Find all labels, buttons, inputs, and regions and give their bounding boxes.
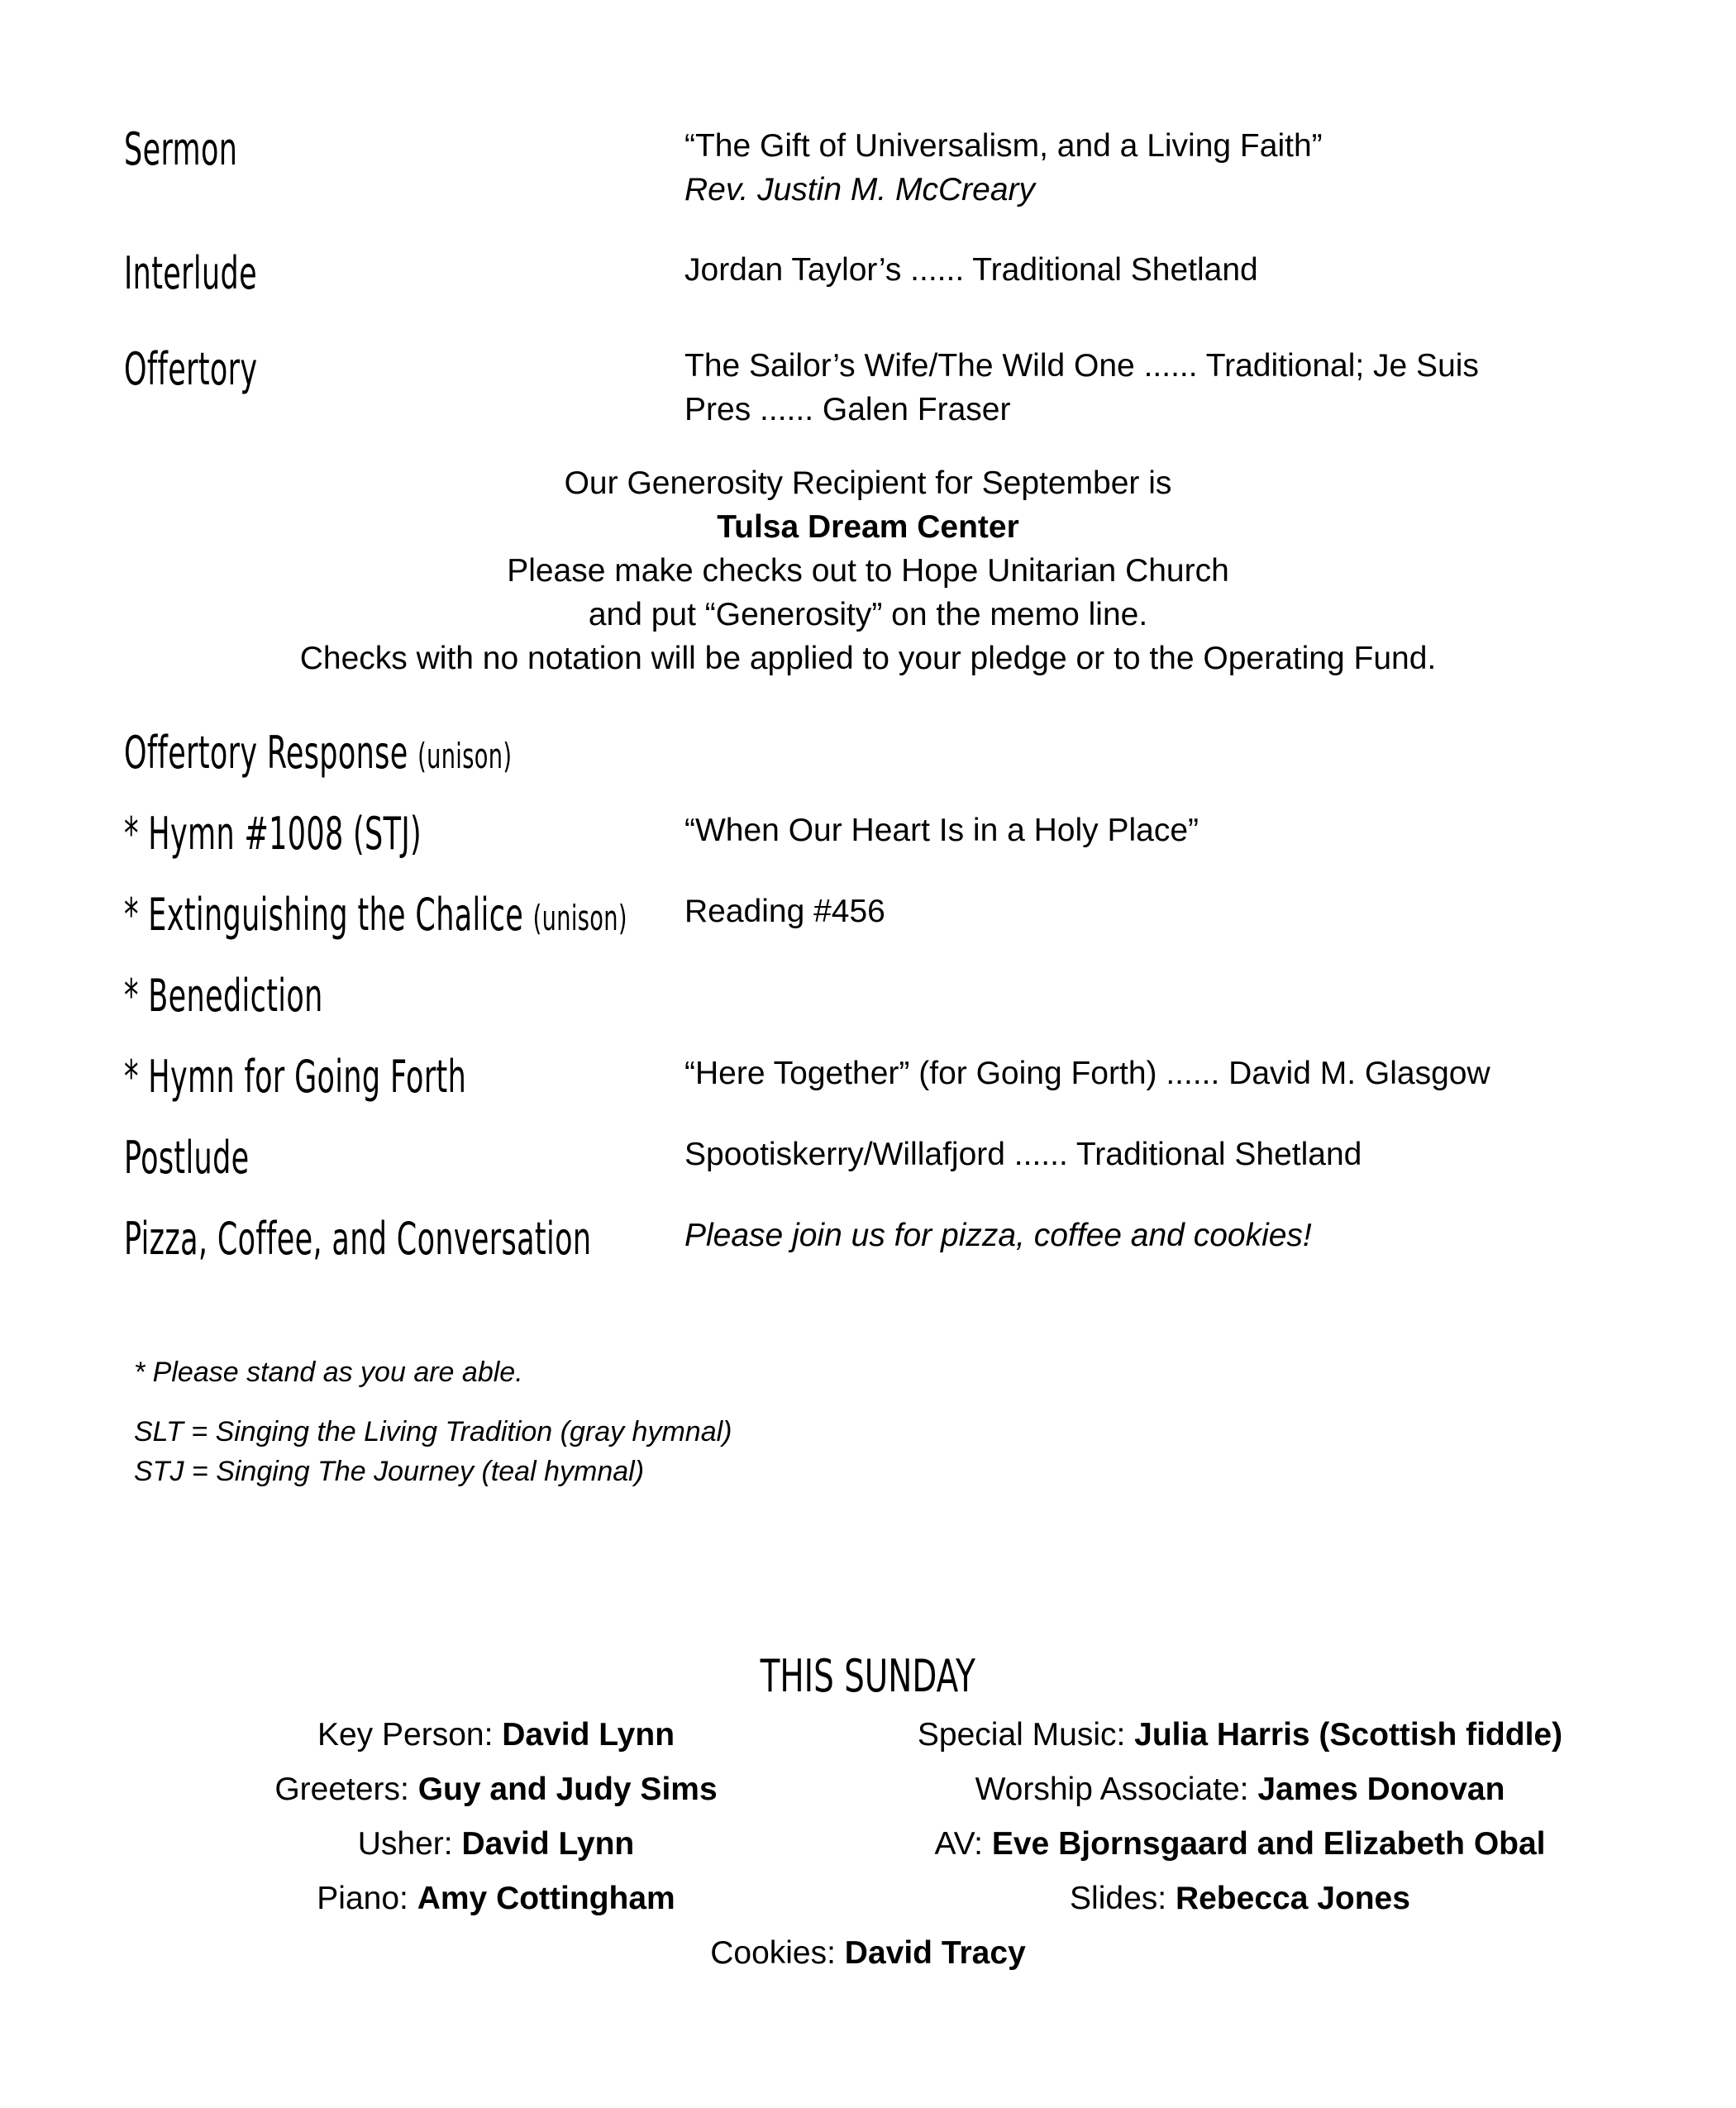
service-item-label: Offertory [124, 343, 258, 395]
role-person: David Lynn [502, 1717, 675, 1753]
role-person: David Lynn [461, 1826, 635, 1862]
role-greeters [207, 1762, 785, 1817]
role-label: Worship Associate: [975, 1772, 1258, 1807]
role-person: Guy and Judy Sims [417, 1772, 718, 1807]
service-item-detail [684, 808, 1610, 852]
pizza-invitation: Please join us for pizza, coffee and cookies! [684, 1218, 1312, 1253]
stand-note: * Please stand as you are able. [134, 1357, 523, 1388]
generosity-intro: Our Generosity Recipient for September is [564, 465, 1172, 501]
service-item-label: * Hymn for Going Forth [124, 1051, 467, 1103]
role-label: Piano: [317, 1881, 417, 1916]
role-key-person [207, 1708, 785, 1762]
role-worship-associate [876, 1762, 1604, 1817]
role-label: Cookies: [710, 1935, 845, 1971]
service-item-detail [684, 1052, 1610, 1095]
role-label: Usher: [357, 1826, 462, 1862]
going-forth-hymn: “Here Together” (for Going Forth) ...... David M. Glasgow [684, 1056, 1490, 1091]
generosity-announcement [0, 461, 1736, 680]
sermon-speaker: Rev. Justin M. McCreary [684, 172, 1036, 207]
roles-left-column [207, 1708, 785, 1926]
generosity-checks: Please make checks out to Hope Unitarian Church [507, 553, 1229, 589]
service-item-detail [684, 124, 1610, 212]
service-item-label [124, 727, 512, 782]
service-item-label: Interlude [124, 247, 257, 299]
role-label: Key Person: [317, 1717, 503, 1753]
this-sunday-title: THIS SUNDAY [760, 1650, 976, 1702]
service-item-label-note: (unison) [417, 736, 513, 776]
service-item-detail [684, 1133, 1610, 1176]
role-slides [876, 1872, 1604, 1926]
service-item-label-text: Offertory Response [124, 727, 408, 779]
role-av [876, 1817, 1604, 1872]
generosity-recipient: Tulsa Dream Center [717, 509, 1019, 545]
hymn-title: “When Our Heart Is in a Holy Place” [684, 813, 1199, 848]
service-item-label-text: * Extinguishing the Chalice [124, 889, 524, 941]
stj-note: STJ = Singing The Journey (teal hymnal) [134, 1456, 645, 1487]
service-item-label: Sermon [124, 123, 238, 175]
this-sunday-heading [0, 1650, 1736, 1703]
service-item-label: Postlude [124, 1132, 250, 1184]
role-special-music [876, 1708, 1604, 1762]
slt-note: SLT = Singing the Living Tradition (gray hymnal) [134, 1416, 732, 1447]
service-item-label-note: (unison) [532, 898, 627, 938]
role-cookies [0, 1926, 1736, 1981]
generosity-notation: Checks with no notation will be applied to your pledge or to the Operating Fund. [299, 641, 1437, 676]
chalice-reading: Reading #456 [684, 894, 885, 929]
service-item-label: * Benediction [124, 970, 323, 1022]
postlude-music: Spootiskerry/Willafjord ...... Traditional Shetland [684, 1137, 1362, 1172]
role-label: Greeters: [274, 1772, 418, 1807]
role-person: Julia Harris (Scottish fiddle) [1134, 1717, 1563, 1753]
bulletin-footnotes [134, 1352, 732, 1491]
offertory-music-line-1: The Sailor’s Wife/The Wild One ...... Traditional; Je Suis [684, 348, 1479, 384]
service-item-detail [684, 889, 1610, 933]
role-person: Rebecca Jones [1175, 1881, 1410, 1916]
interlude-music: Jordan Taylor’s ...... Traditional Shetland [684, 252, 1258, 288]
roles-right-column [876, 1708, 1604, 1926]
role-label: Special Music: [917, 1717, 1135, 1753]
role-person: David Tracy [844, 1935, 1026, 1971]
offertory-music-line-2: Pres ...... Galen Fraser [684, 392, 1011, 427]
service-item-label [124, 889, 627, 944]
sermon-title: “The Gift of Universalism, and a Living Faith” [684, 128, 1323, 164]
generosity-memo: and put “Generosity” on the memo line. [588, 597, 1148, 632]
role-label: AV: [934, 1826, 992, 1862]
service-item-detail [684, 248, 1610, 292]
role-piano [207, 1872, 785, 1926]
role-usher [207, 1817, 785, 1872]
service-item-detail [684, 1214, 1610, 1257]
role-label: Slides: [1070, 1881, 1176, 1916]
service-item-label: Pizza, Coffee, and Conversation [124, 1213, 592, 1265]
role-person: Amy Cottingham [417, 1881, 675, 1916]
role-person: Eve Bjornsgaard and Elizabeth Obal [991, 1826, 1546, 1862]
service-item-detail [684, 344, 1610, 432]
role-person: James Donovan [1257, 1772, 1505, 1807]
service-item-label: * Hymn #1008 (STJ) [124, 808, 422, 860]
